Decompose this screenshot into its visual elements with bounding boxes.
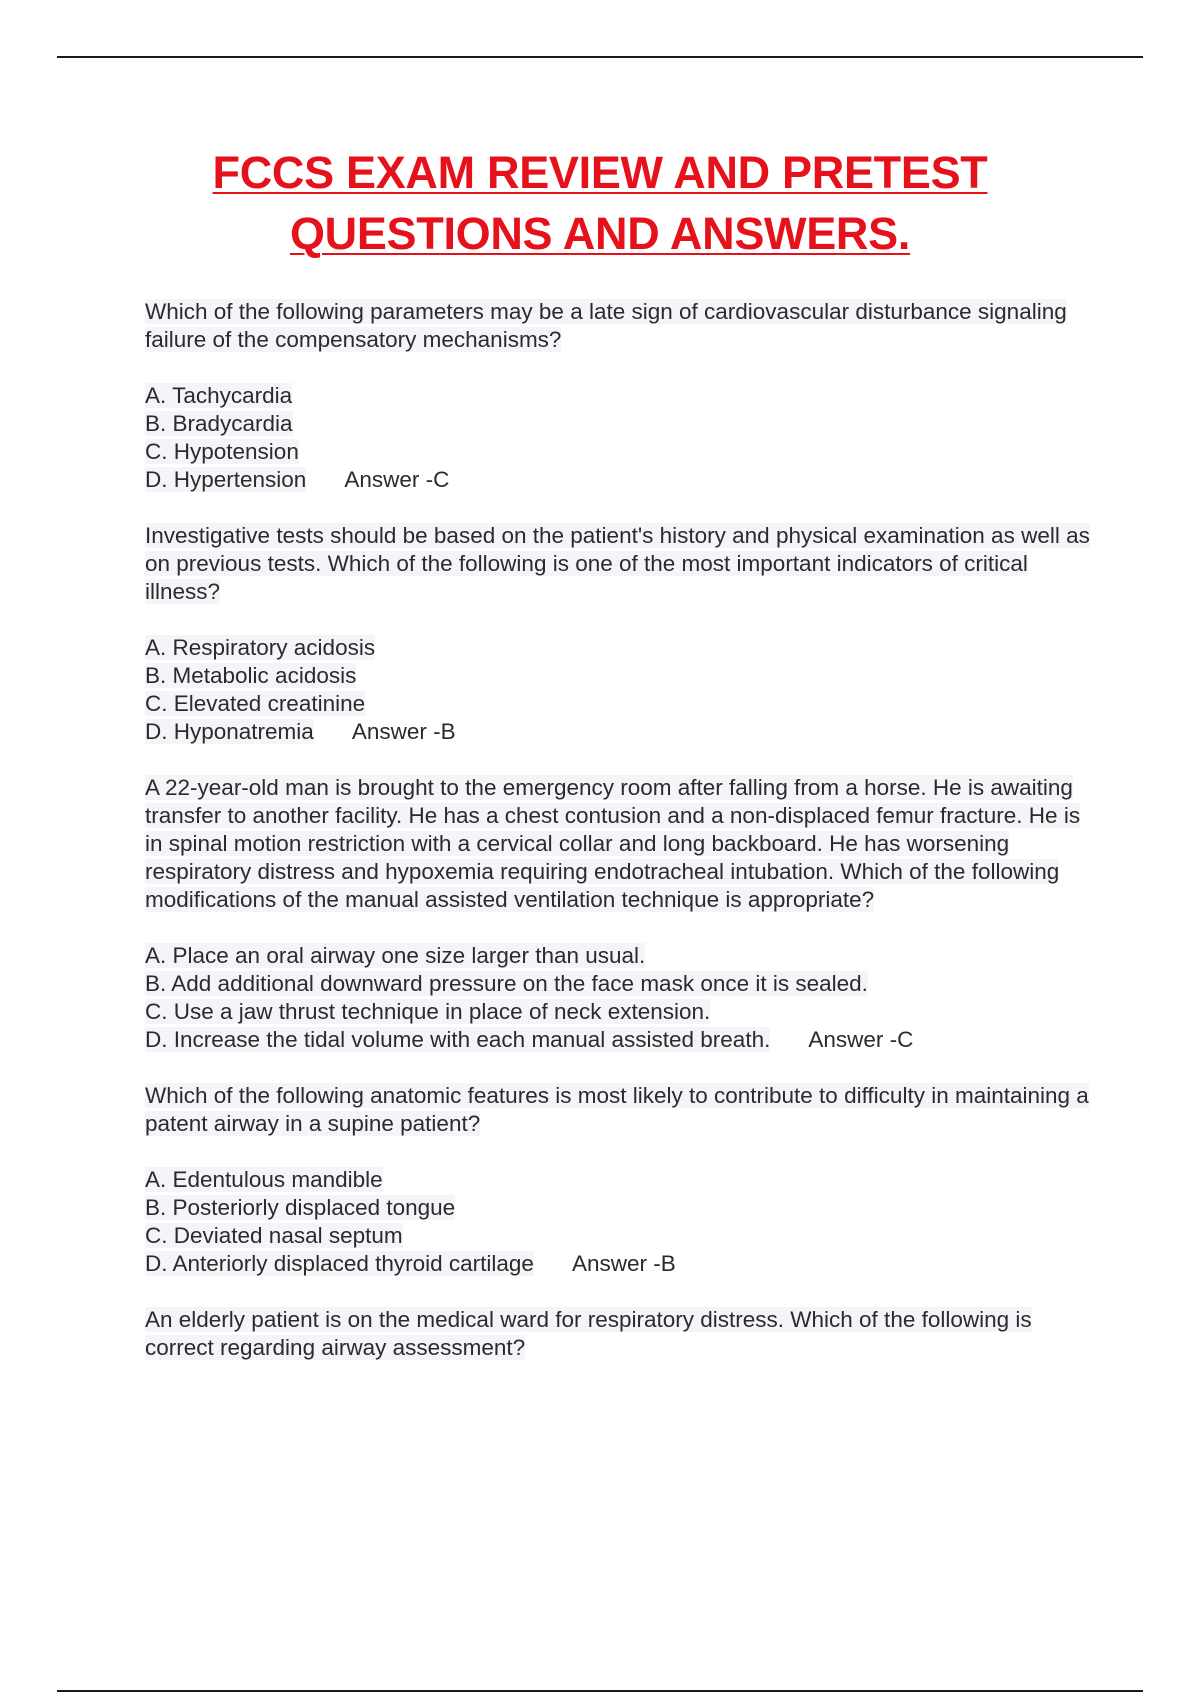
document-title [0,146,1200,268]
questions-list [145,298,1095,1390]
option-a: A. Tachycardia [145,383,293,408]
option-d: D. Increase the tidal volume with each manual assisted breath. Answer -C [145,1027,914,1052]
footer-rule [57,1690,1143,1692]
option-b: B. Add additional downward pressure on the face mask once it is sealed. [145,971,868,996]
answer-label: Answer -C [808,1027,914,1052]
header-rule [57,56,1143,58]
option-c: C. Hypotension [145,439,299,464]
option-b: B. Metabolic acidosis [145,663,357,688]
options-2 [145,634,1095,746]
question-3 [145,774,1095,914]
title-line-2: QUESTIONS AND ANSWERS. [289,208,911,259]
option-d: D. Hypertension Answer -C [145,467,450,492]
option-a: A. Place an oral airway one size larger than usual. [145,943,646,968]
options-3 [145,942,1095,1054]
question-2 [145,522,1095,606]
option-c: C. Deviated nasal septum [145,1223,403,1248]
option-d: D. Hyponatremia Answer -B [145,719,456,744]
question-text: Which of the following anatomic features is most likely to contribute to difficulty in maintaining a patent airway in a supine patient? [145,1083,1089,1136]
option-a: A. Respiratory acidosis [145,635,376,660]
title-line-1: FCCS EXAM REVIEW AND PRETEST [212,147,988,198]
option-b: B. Bradycardia [145,411,293,436]
option-a: A. Edentulous mandible [145,1167,383,1192]
question-4 [145,1082,1095,1138]
option-c: C. Use a jaw thrust technique in place of neck extension. [145,999,711,1024]
answer-label: Answer -B [571,1251,676,1276]
options-1 [145,382,1095,494]
question-5 [145,1306,1095,1362]
option-d: D. Anteriorly displaced thyroid cartilage Answer -B [145,1251,676,1276]
option-b: B. Posteriorly displaced tongue [145,1195,456,1220]
answer-label: Answer -B [351,719,456,744]
question-text: Which of the following parameters may be a late sign of cardiovascular disturbance signaling failure of the compensatory mechanisms? [145,299,1067,352]
answer-label: Answer -C [344,467,450,492]
option-c: C. Elevated creatinine [145,691,366,716]
question-text: An elderly patient is on the medical ward for respiratory distress. Which of the following is correct regarding airway assessment? [145,1307,1032,1360]
question-text: A 22-year-old man is brought to the emergency room after falling from a horse. He is awaiting transfer to another facility. He has a chest contusion and a non-displaced femur fracture. He is in spinal motion restriction with a cervical collar and long backboard. He has worsening respiratory distress and hypoxemia requiring endotracheal intubation. Which of the following modifications of the manual assisted ventilation technique is appropriate? [145,775,1081,912]
question-1 [145,298,1095,354]
question-text: Investigative tests should be based on the patient's history and physical examination as well as on previous tests. Which of the following is one of the most important indicators of critical illness? [145,523,1090,604]
options-4 [145,1166,1095,1278]
